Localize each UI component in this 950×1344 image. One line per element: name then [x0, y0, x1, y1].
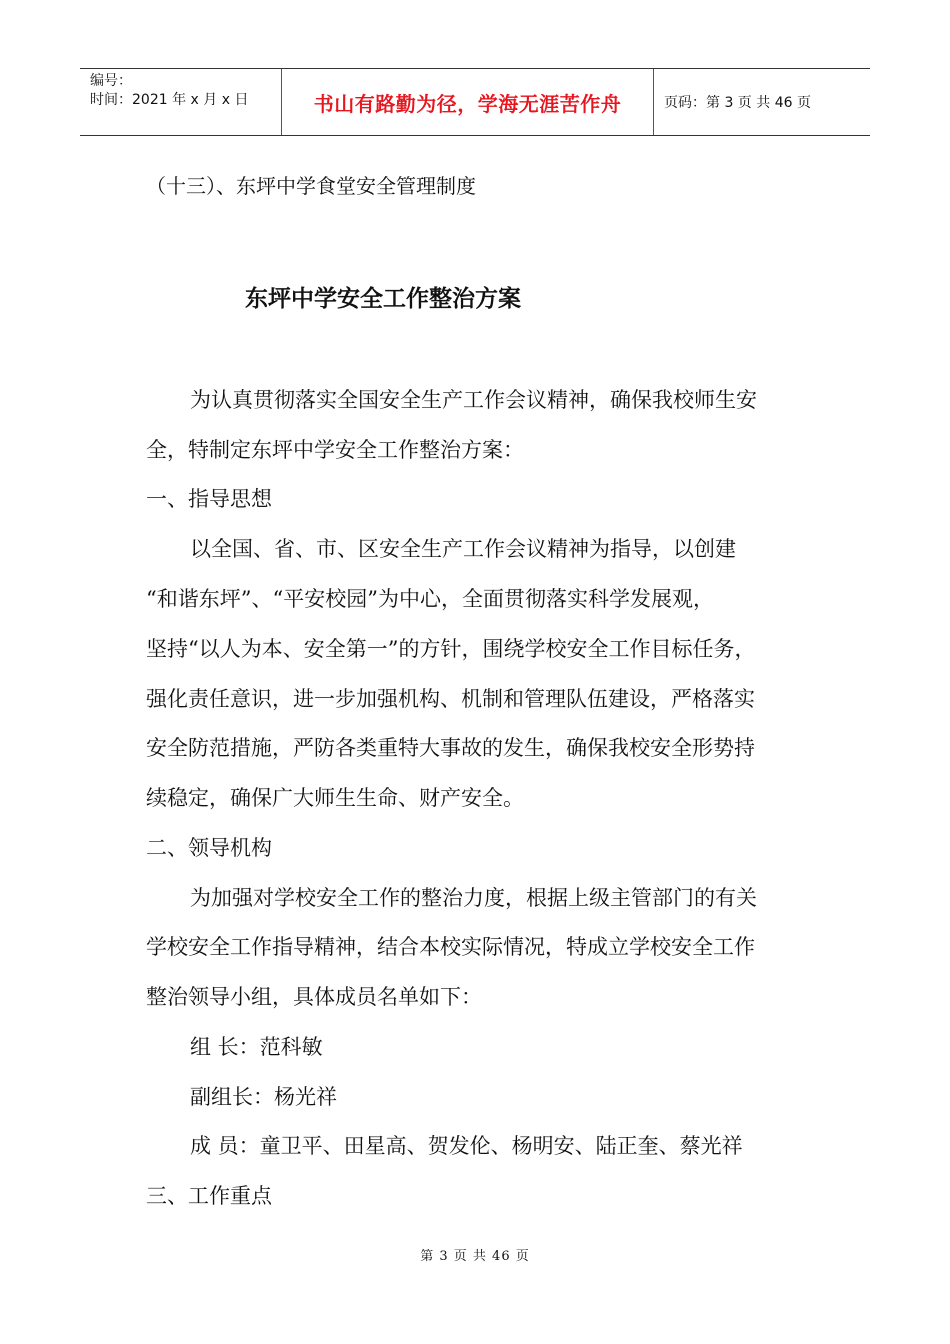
document-title: 东坪中学安全工作整治方案 [245, 286, 521, 312]
paragraph-line: 全，特制定东坪中学安全工作整治方案： [146, 438, 524, 462]
time-label: 时间：2021 年 x 月 x 日 [90, 92, 249, 108]
member-line: 组 长：范科敏 [190, 1035, 323, 1059]
member-line: 副组长：杨光祥 [190, 1085, 337, 1109]
heading-work-focus: 三、工作重点 [146, 1184, 272, 1208]
paragraph-line: 为加强对学校安全工作的整治力度，根据上级主管部门的有关 [190, 886, 757, 910]
paragraph-line: 强化责任意识，进一步加强机构、机制和管理队伍建设，严格落实 [146, 687, 755, 711]
paragraph-line: 安全防范措施，严防各类重特大事故的发生，确保我校安全形势持 [146, 736, 755, 760]
page-footer: 第 3 页 共 46 页 [420, 1249, 530, 1264]
paragraph-line: 整治领导小组，具体成员名单如下： [146, 985, 482, 1009]
paragraph-line: 续稳定，确保广大师生生命、财产安全。 [146, 786, 524, 810]
page-header [80, 68, 870, 136]
paragraph-line: “和谐东坪”、“平安校园”为中心，全面贯彻落实科学发展观， [146, 587, 714, 611]
heading-guiding-ideology: 一、指导思想 [146, 487, 272, 511]
header-motto: 书山有路勤为径，学海无涯苦作舟 [282, 69, 654, 135]
paragraph-line: 以全国、省、市、区安全生产工作会议精神为指导，以创建 [190, 537, 736, 561]
paragraph-line: 学校安全工作指导精神，结合本校实际情况，特成立学校安全工作 [146, 935, 755, 959]
heading-leadership: 二、领导机构 [146, 836, 272, 860]
section-title: （十三）、东坪中学食堂安全管理制度 [146, 174, 476, 198]
number-label: 编号： [90, 73, 132, 89]
paragraph-line: 为认真贯彻落实全国安全生产工作会议精神，确保我校师生安 [190, 388, 757, 412]
paragraph-line: 坚持“以人为本、安全第一”的方针，围绕学校安全工作目标任务， [146, 637, 756, 661]
header-page-info: 页码：第 3 页 共 46 页 [664, 95, 811, 111]
header-meta [80, 69, 282, 135]
member-line: 成 员：童卫平、田星高、贺发伦、杨明安、陆正奎、蔡光祥 [190, 1134, 743, 1158]
